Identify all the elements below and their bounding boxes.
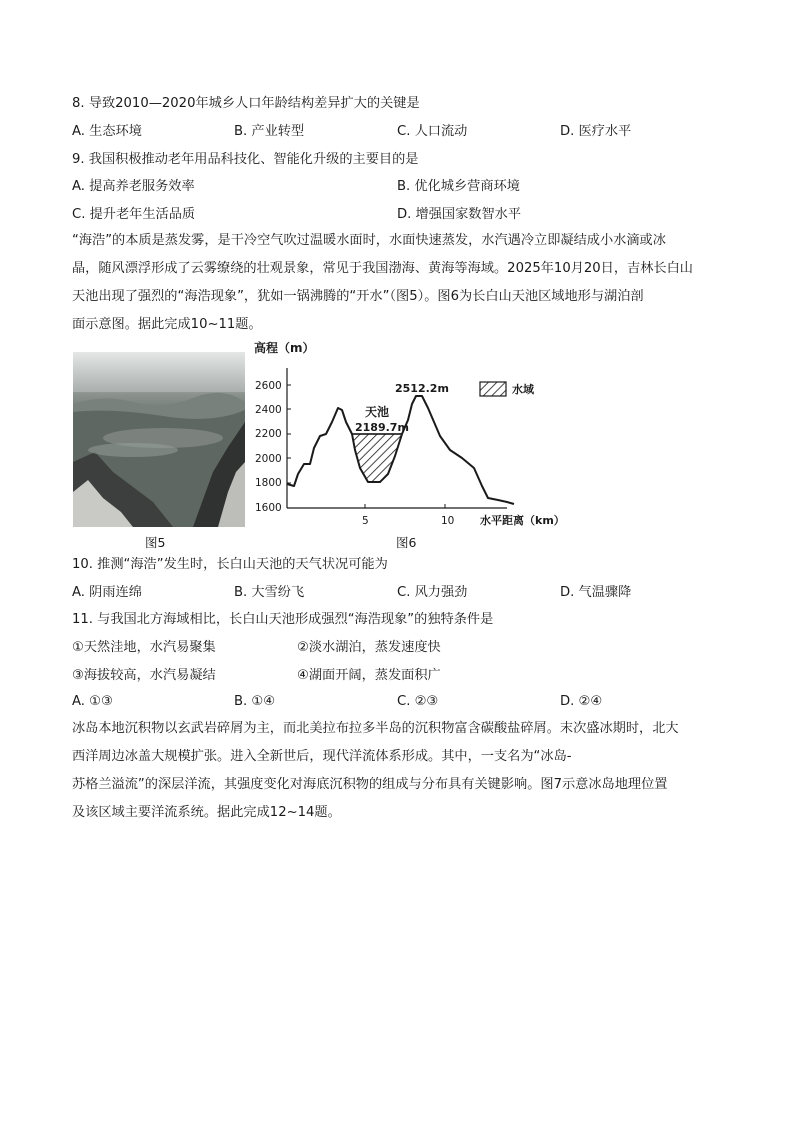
- q10-option-a: A. 阴雨连绵: [72, 585, 142, 600]
- q8-option-c: C. 人口流动: [397, 124, 468, 139]
- y-axis-title: 高程（m）: [254, 341, 315, 355]
- passage-haihao-line: 晶，随风漂浮形成了云雾缭绕的壮观景象，常见于我国渤海、黄海等海域。2025年10月20日，吉林长白山: [72, 261, 693, 276]
- passage-iceland: [72, 715, 722, 827]
- q11-stem: 11. 与我国北方海域相比，长白山天池形成强烈“海浩现象”的独特条件是: [72, 612, 494, 627]
- q11-item-4: ④湖面开阔，蒸发面积广: [297, 668, 441, 683]
- figure6-profile: [252, 338, 567, 532]
- q11-option-c: C. ②③: [397, 694, 439, 709]
- figure5-photo-art: [73, 352, 245, 527]
- q8-option-d: D. 医疗水平: [560, 124, 632, 139]
- q11-option-d: D. ②④: [560, 694, 603, 709]
- terrain-profile-line: [287, 396, 514, 504]
- figure6-caption: 图6: [396, 535, 417, 550]
- q11-option-a: A. ①③: [72, 694, 113, 709]
- passage-iceland-line: 及该区域主要洋流系统。据此完成12~14题。: [72, 805, 341, 820]
- q8-option-b: B. 产业转型: [234, 124, 305, 139]
- lake-elevation-label: 2189.7m: [355, 421, 409, 434]
- q9-option-d: D. 增强国家数智水平: [397, 207, 522, 222]
- legend-water-swatch: [480, 382, 506, 396]
- q11-item-1: ①天然洼地，水汽易聚集: [72, 640, 216, 655]
- peak-elevation-label: 2512.2m: [395, 382, 449, 395]
- q9-option-c: C. 提升老年生活品质: [72, 207, 196, 222]
- q8-stem: 8. 导致2010—2020年城乡人口年龄结构差异扩大的关键是: [72, 96, 420, 111]
- q9-stem: 9. 我国积极推动老年用品科技化、智能化升级的主要目的是: [72, 152, 419, 167]
- passage-haihao: [72, 227, 722, 339]
- figure5-caption: 图5: [145, 535, 166, 550]
- q11-item-3: ③海拔较高，水汽易凝结: [72, 668, 216, 683]
- passage-haihao-line: “海浩”的本质是蒸发雾，是干冷空气吹过温暖水面时，水面快速蒸发，水汽遇冷立即凝结成小水滴或冰: [72, 233, 666, 248]
- passage-iceland-line: 苏格兰溢流”的深层洋流，其强度变化对海底沉积物的组成与分布具有关键影响。图7示意冰岛地理位置: [72, 777, 668, 792]
- passage-iceland-line: 冰岛本地沉积物以玄武岩碎屑为主，而北美拉布拉多半岛的沉积物富含碳酸盐碎屑。末次盛冰期时，北大: [72, 721, 679, 736]
- passage-haihao-line: 面示意图。据此完成10~11题。: [72, 317, 262, 332]
- x-axis-title: 水平距离（km）: [480, 514, 565, 527]
- x-tick-label: 5: [362, 515, 369, 527]
- q9-option-b: B. 优化城乡营商环境: [397, 179, 520, 194]
- q9-option-a: A. 提高养老服务效率: [72, 179, 195, 194]
- q10-option-b: B. 大雪纷飞: [234, 585, 305, 600]
- q11-option-b: B. ①④: [234, 694, 276, 709]
- q10-option-c: C. 风力强劲: [397, 585, 468, 600]
- passage-haihao-line: 天池出现了强烈的“海浩现象”，犹如一锅沸腾的“开水”（图5）。图6为长白山天池区域地形与湖泊剖: [72, 289, 644, 304]
- x-tick-label: 10: [441, 515, 455, 527]
- figure5-photo: [73, 352, 245, 527]
- lake-name-label: 天池: [365, 405, 390, 419]
- y-tick-label: 1600: [255, 502, 282, 514]
- y-tick-label: 2600: [255, 380, 282, 392]
- y-tick-label: 2400: [255, 404, 282, 416]
- q10-stem: 10. 推测“海浩”发生时，长白山天池的天气状况可能为: [72, 557, 388, 572]
- passage-iceland-line: 西洋周边冰盖大规模扩张。进入全新世后，现代洋流体系形成。其中，一支名为“冰岛-: [72, 749, 572, 764]
- q10-option-d: D. 气温骤降: [560, 585, 632, 600]
- y-tick-label: 2000: [255, 453, 282, 465]
- q11-item-2: ②淡水湖泊，蒸发速度快: [297, 640, 441, 655]
- y-tick-label: 2200: [255, 428, 282, 440]
- legend-water-label: 水域: [512, 383, 534, 396]
- y-tick-label: 1800: [255, 477, 282, 489]
- q8-option-a: A. 生态环境: [72, 124, 142, 139]
